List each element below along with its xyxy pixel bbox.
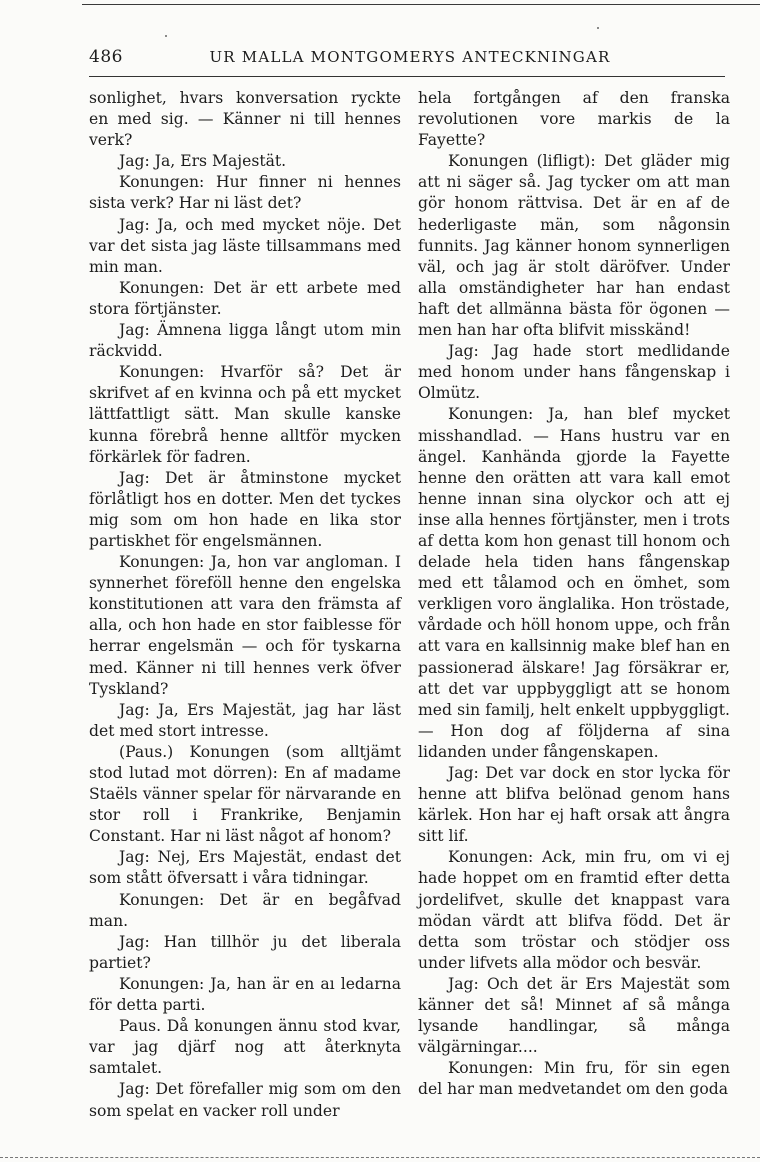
paragraph: Konungen: Min fru, för sin egen del har man medvetandet om den goda bbox=[418, 1059, 730, 1099]
paragraph: Konungen: Ja, han är en aı ledarna för detta parti. bbox=[89, 974, 401, 1015]
paragraph: Jag: Ja, Ers Majestät, jag har läst det med stort intresse. bbox=[89, 700, 401, 740]
paragraph: Paus. Då konungen ännu stod kvar, var jag djärf nog att återknyta samtalet. bbox=[89, 1017, 401, 1078]
paragraph: Konungen (lifligt): Det gläder mig att ni säger så. Jag tycker om att man gör honom rättvisa. Det är en af de hederligaste män, som någonsin funnits. Jag känner honom synnerligen väl, och jag är stolt däröfver. Under alla omständigheter har han endast haft det allmänna bästa för ögonen — men han har ofta blifvit misskänd! bbox=[418, 152, 730, 340]
scan-speck bbox=[597, 27, 599, 29]
left-column bbox=[89, 88, 401, 1122]
paragraph: sonlighet, hvars konversation ryckte en med sig. — Känner ni till hennes verk? bbox=[89, 89, 401, 150]
page-header bbox=[89, 47, 731, 71]
running-title: UR MALLA MONTGOMERYS ANTECKNINGAR bbox=[209, 48, 611, 66]
paragraph: Jag: Ja, och med mycket nöje. Det var det sista jag läste tillsammans med min man. bbox=[89, 215, 401, 276]
paragraph: Jag: Ämnena ligga långt utom min räckvidd. bbox=[89, 321, 401, 361]
page-number: 486 bbox=[89, 47, 123, 67]
paragraph: Jag: Och det är Ers Majestät som känner det så! Minnet af så många lysande handlingar, så många välgärningar.... bbox=[418, 974, 730, 1057]
top-edge-rule bbox=[82, 4, 760, 5]
right-column bbox=[418, 88, 730, 1101]
paragraph: Konungen: Det är en begåfvad man. bbox=[89, 890, 401, 930]
header-rule bbox=[89, 76, 725, 77]
paragraph: Konungen: Ja, han blef mycket misshandlad. — Hans hustru var en ängel. Kanhända gjorde la Fayette henne den orätten att vara kall emot henne innan sina olyckor och att ej inse alla hennes förtjänster, men i trots af detta kom hon genast till honom och delade hela tiden hans fångenskap med ett tålamod och en ömhet, som verkligen voro änglalika. Hon tröstade, vårdade och höll honom uppe, och från att vara en kallsinnig make blef han en passionerad älskare! Jag försäkrar er, att det var uppbyggligt att se honom med sin familj, helt enkelt uppbyggligt. — Hon dog af följderna af sina lidanden under fångenskapen. bbox=[418, 405, 730, 761]
bottom-edge-rule bbox=[0, 1157, 760, 1158]
paragraph: Jag: Ja, Ers Majestät. bbox=[119, 152, 287, 171]
paragraph: Konungen: Det är ett arbete med stora förtjänster. bbox=[89, 278, 401, 318]
paragraph: Konungen: Ja, hon var angloman. I synnerhet föreföll henne den engelska konstitutionen att vara den främsta af alla, och hon hade en stor faiblesse för herrar engelsmän — och för tyskarna med. Känner ni till hennes verk öfver Tyskland? bbox=[89, 553, 401, 698]
paragraph: hela fortgången af den franska revolutionen vore markis de la Fayette? bbox=[418, 89, 730, 150]
paragraph: Jag: Han tillhör ju det liberala partiet? bbox=[89, 932, 401, 972]
paragraph: (Paus.) Konungen (som alltjämt stod lutad mot dörren): En af madame Staëls vänner spelar för närvarande en stor roll i Frankrike, Benjamin Constant. Har ni läst något af honom? bbox=[89, 742, 401, 846]
paragraph: Jag: Det är åtminstone mycket förlåtligt hos en dotter. Men det tyckes mig som om hon hade en lika stor partiskhet för engelsmännen. bbox=[89, 468, 401, 550]
paragraph: Konungen: Ack, min fru, om vi ej hade hoppet om en framtid efter detta jordelifvet, skulle det knappast vara mödan värdt att blifva född. Det är detta som tröstar och stödjer oss under lifvets alla mödor och besvär. bbox=[418, 848, 730, 972]
scan-speck bbox=[165, 35, 167, 37]
paragraph: Jag: Nej, Ers Majestät, endast det som stått öfversatt i våra tidningar. bbox=[89, 848, 401, 888]
paragraph: Jag: Det var dock en stor lycka för henne att blifva belönad genom hans kärlek. Hon har ej haft orsak att ångra sitt lif. bbox=[418, 764, 730, 846]
paragraph: Konungen: Hur finner ni hennes sista verk? Har ni läst det? bbox=[89, 173, 401, 213]
paragraph: Konungen: Hvarför så? Det är skrifvet af en kvinna och på ett mycket lättfattligt sätt. Man skulle kanske kunna förebrå henne alltför mycken förkärlek för fadren. bbox=[89, 363, 401, 466]
paragraph: Jag: Jag hade stort medlidande med honom under hans fångenskap i Olmütz. bbox=[418, 342, 730, 403]
paragraph: Jag: Det förefaller mig som om den som spelat en vacker roll under bbox=[89, 1080, 401, 1120]
